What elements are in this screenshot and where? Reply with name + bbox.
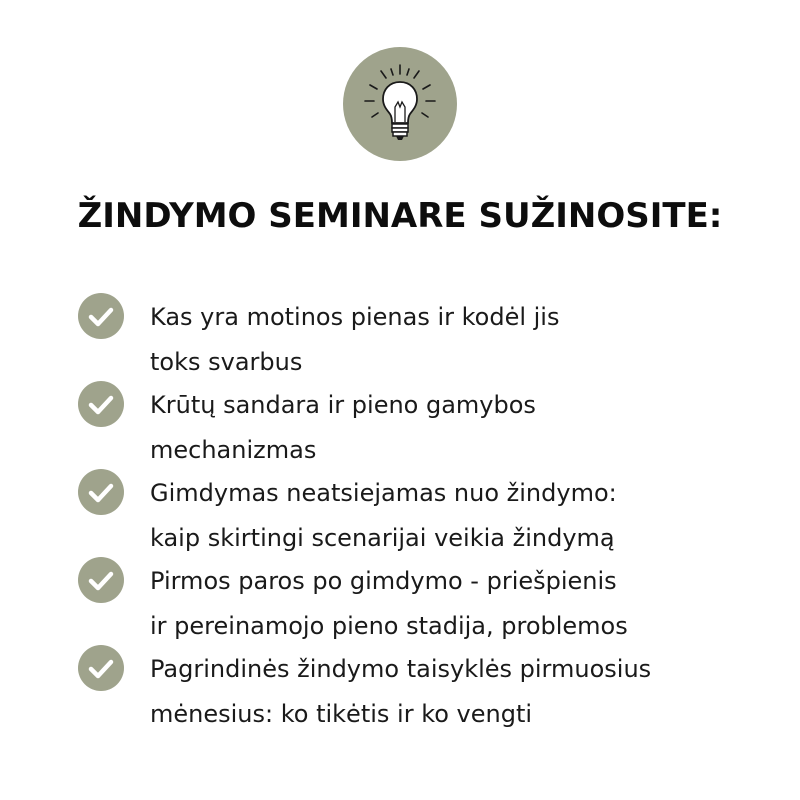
check-icon	[78, 381, 124, 427]
list-item	[78, 381, 778, 469]
list-item-text	[150, 559, 770, 649]
list-item-line: mechanizmas	[150, 436, 317, 464]
list-item-line: Krūtų sandara ir pieno gamybos	[150, 391, 536, 419]
list-item-text	[150, 471, 770, 561]
list-item-line: mėnesius: ko tikėtis ir ko vengti	[150, 700, 533, 728]
check-icon	[78, 557, 124, 603]
check-icon	[78, 469, 124, 515]
list-item	[78, 645, 778, 733]
check-icon	[78, 293, 124, 339]
list-item-line: Kas yra motinos pienas ir kodėl jis	[150, 303, 560, 331]
page-title: ŽINDYMO SEMINARE SUŽINOSITE:	[77, 196, 723, 236]
list-item-line: kaip skirtingi scenarijai veikia žindymą	[150, 524, 615, 552]
list-item-line: Gimdymas neatsiejamas nuo žindymo:	[150, 479, 617, 507]
list-item-line: ir pereinamojo pieno stadija, problemos	[150, 612, 628, 640]
list-item-line: Pagrindinės žindymo taisyklės pirmuosius	[150, 655, 652, 683]
list-item-text	[150, 295, 770, 385]
list-item-text	[150, 647, 770, 737]
list-item	[78, 293, 778, 381]
list-item	[78, 469, 778, 557]
list-item-line: Pirmos paros po gimdymo - priešpienis	[150, 567, 617, 595]
check-icon	[78, 645, 124, 691]
list-item-text	[150, 383, 770, 473]
list-item-line: toks svarbus	[150, 348, 303, 376]
list-item	[78, 557, 778, 645]
